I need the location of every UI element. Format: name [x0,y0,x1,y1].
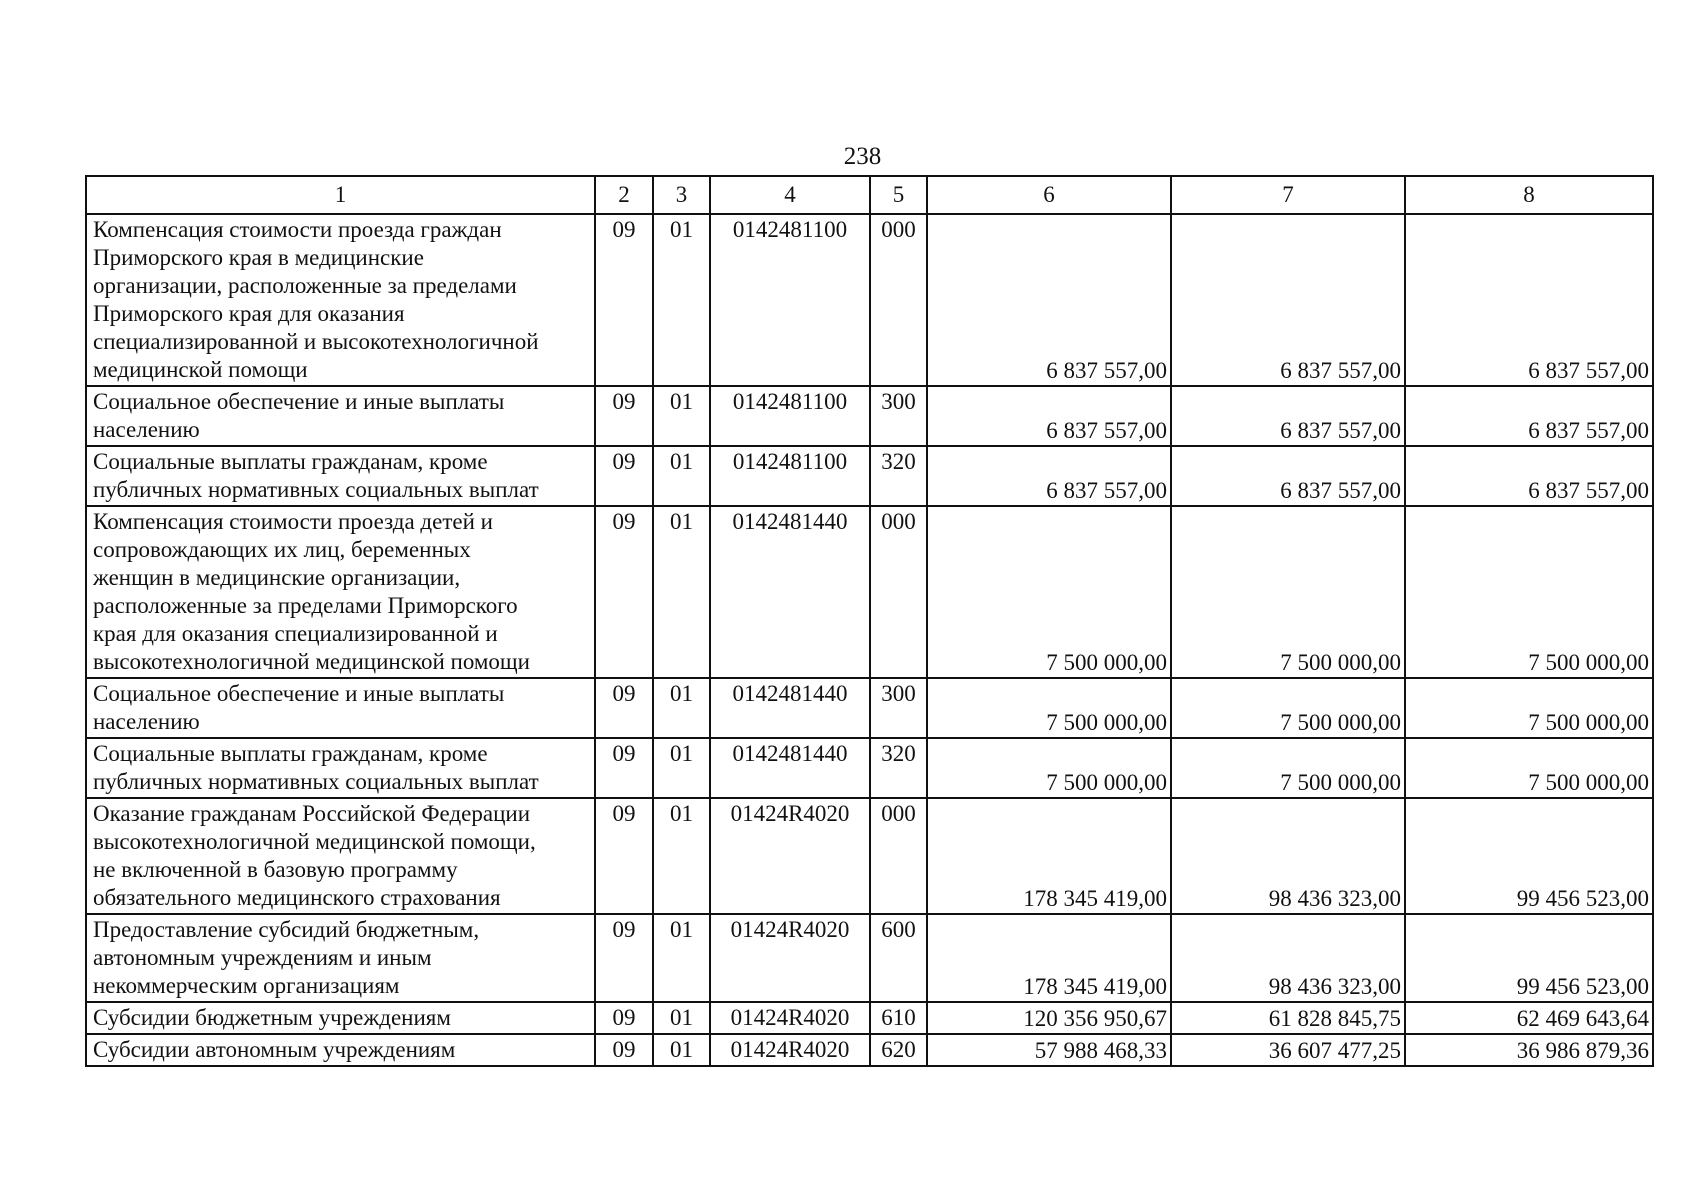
section-code: 09 [595,678,653,738]
amount-col-6: 178 345 419,00 [927,798,1171,914]
amount-col-7: 6 837 557,00 [1171,446,1405,506]
table-row [86,386,1653,446]
row-name-line: Предоставление субсидий бюджетным, [93,917,480,942]
row-name-line: Социальное обеспечение и иные выплаты [93,681,505,706]
row-name-line: публичных нормативных социальных выплат [93,769,539,794]
target-article-code: 0142481440 [710,678,870,738]
target-article-code: 0142481100 [710,446,870,506]
amount-col-6: 7 500 000,00 [927,738,1171,798]
amount-col-6: 7 500 000,00 [927,506,1171,678]
row-name [86,1002,595,1034]
expense-type-code: 320 [870,738,927,798]
subsection-code: 01 [653,1002,710,1034]
column-header-8: 8 [1405,176,1653,214]
section-code: 09 [595,214,653,386]
table-row [86,738,1653,798]
row-name-line: публичных нормативных социальных выплат [93,477,539,502]
amount-col-7: 61 828 845,75 [1171,1002,1405,1034]
page-number: 238 [843,143,882,170]
row-name-line: сопровождающих их лиц, беременных [93,537,471,562]
amount-col-6: 120 356 950,67 [927,1002,1171,1034]
target-article-code: 0142481440 [710,738,870,798]
budget-table [85,175,1654,1067]
subsection-code: 01 [653,738,710,798]
row-name-line: населению [93,417,200,442]
amount-col-8: 7 500 000,00 [1405,678,1653,738]
table-row [86,214,1653,386]
row-name-line: Субсидии бюджетным учреждениям [93,1005,451,1030]
row-name-line: медицинской помощи [93,357,308,382]
column-number-header-row [86,176,1653,214]
section-code: 09 [595,386,653,446]
amount-col-7: 6 837 557,00 [1171,386,1405,446]
amount-col-7: 36 607 477,25 [1171,1034,1405,1066]
row-name [86,678,595,738]
expense-type-code: 000 [870,214,927,386]
table-row [86,506,1653,678]
row-name [86,738,595,798]
target-article-code: 0142481100 [710,386,870,446]
subsection-code: 01 [653,1034,710,1066]
section-code: 09 [595,738,653,798]
amount-col-6: 6 837 557,00 [927,214,1171,386]
section-code: 09 [595,1034,653,1066]
amount-col-6: 6 837 557,00 [927,386,1171,446]
amount-col-6: 57 988 468,33 [927,1034,1171,1066]
amount-col-6: 7 500 000,00 [927,678,1171,738]
row-name-line: Оказание гражданам Российской Федерации [93,801,530,826]
row-name [86,214,595,386]
row-name-line: женщин в медицинские организации, [93,565,461,590]
table-row [86,446,1653,506]
subsection-code: 01 [653,914,710,1002]
amount-col-8: 6 837 557,00 [1405,214,1653,386]
subsection-code: 01 [653,506,710,678]
table-body [86,176,1653,1066]
subsection-code: 01 [653,386,710,446]
column-header-3: 3 [653,176,710,214]
expense-type-code: 600 [870,914,927,1002]
table-row [86,914,1653,1002]
row-name [86,446,595,506]
row-name-line: некоммерческим организациям [93,973,400,998]
column-header-4: 4 [710,176,870,214]
row-name [86,1034,595,1066]
column-header-1: 1 [86,176,595,214]
amount-col-8: 99 456 523,00 [1405,914,1653,1002]
row-name-line: Приморского края для оказания [93,301,405,326]
section-code: 09 [595,446,653,506]
row-name-line: Социальные выплаты гражданам, кроме [93,741,488,766]
expense-type-code: 300 [870,386,927,446]
amount-col-8: 7 500 000,00 [1405,506,1653,678]
row-name-line: автономным учреждениям и иным [93,945,432,970]
table-row [86,678,1653,738]
column-header-5: 5 [870,176,927,214]
section-code: 09 [595,506,653,678]
section-code: 09 [595,798,653,914]
row-name-line: Компенсация стоимости проезда детей и [93,509,493,534]
target-article-code: 0142481440 [710,506,870,678]
table-row [86,798,1653,914]
amount-col-7: 98 436 323,00 [1171,914,1405,1002]
row-name-line: расположенные за пределами Приморского [93,593,518,618]
expense-type-code: 300 [870,678,927,738]
expense-type-code: 320 [870,446,927,506]
column-header-7: 7 [1171,176,1405,214]
amount-col-8: 6 837 557,00 [1405,446,1653,506]
row-name-line: специализированной и высокотехнологичной [93,329,539,354]
table-row [86,1034,1653,1066]
row-name-line: Субсидии автономным учреждениям [93,1037,456,1062]
expense-type-code: 000 [870,798,927,914]
row-name-line: Социальные выплаты гражданам, кроме [93,449,488,474]
row-name-line: Компенсация стоимости проезда граждан [93,217,502,242]
amount-col-8: 62 469 643,64 [1405,1002,1653,1034]
target-article-code: 01424R4020 [710,1034,870,1066]
row-name [86,798,595,914]
amount-col-7: 7 500 000,00 [1171,506,1405,678]
target-article-code: 0142481100 [710,214,870,386]
row-name-line: Приморского края в медицинские [93,245,424,270]
amount-col-8: 99 456 523,00 [1405,798,1653,914]
subsection-code: 01 [653,446,710,506]
row-name-line: высокотехнологичной медицинской помощи, [93,829,536,854]
row-name-line: края для оказания специализированной и [93,621,498,646]
amount-col-7: 7 500 000,00 [1171,738,1405,798]
amount-col-7: 6 837 557,00 [1171,214,1405,386]
row-name [86,914,595,1002]
row-name-line: населению [93,709,200,734]
expense-type-code: 620 [870,1034,927,1066]
row-name [86,506,595,678]
target-article-code: 01424R4020 [710,914,870,1002]
subsection-code: 01 [653,214,710,386]
target-article-code: 01424R4020 [710,798,870,914]
row-name-line: высокотехнологичной медицинской помощи [93,649,530,674]
subsection-code: 01 [653,798,710,914]
amount-col-8: 36 986 879,36 [1405,1034,1653,1066]
column-header-2: 2 [595,176,653,214]
subsection-code: 01 [653,678,710,738]
amount-col-6: 178 345 419,00 [927,914,1171,1002]
row-name [86,386,595,446]
section-code: 09 [595,914,653,1002]
expense-type-code: 000 [870,506,927,678]
column-header-6: 6 [927,176,1171,214]
row-name-line: Социальное обеспечение и иные выплаты [93,389,505,414]
table-row [86,1002,1653,1034]
row-name-line: обязательного медицинского страхования [93,885,501,910]
amount-col-8: 7 500 000,00 [1405,738,1653,798]
amount-col-8: 6 837 557,00 [1405,386,1653,446]
expense-type-code: 610 [870,1002,927,1034]
amount-col-7: 7 500 000,00 [1171,678,1405,738]
amount-col-6: 6 837 557,00 [927,446,1171,506]
section-code: 09 [595,1002,653,1034]
row-name-line: организации, расположенные за пределами [93,273,517,298]
amount-col-7: 98 436 323,00 [1171,798,1405,914]
row-name-line: не включенной в базовую программу [93,857,458,882]
target-article-code: 01424R4020 [710,1002,870,1034]
